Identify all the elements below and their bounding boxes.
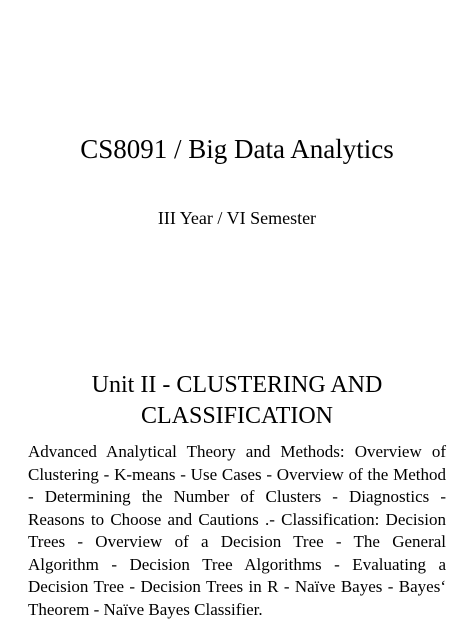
unit-syllabus-text: Advanced Analytical Theory and Methods: Overview of Clustering - K-means - Use Cases - Overview of the Method - Determining the Number of Clusters - Diagnostics - Reasons to Choose and Cautions .- Classification: Decision Trees - Overview of a Decision Tree - The General Algorithm - Decision Tree Algorithms - Evaluating a Decision Tree - Decision Trees in R - Naïve Bayes - Bayes‘ Theorem - Naïve Bayes Classifier. — [28, 442, 446, 619]
unit-title: Unit II - CLUSTERING AND CLASSIFICATION — [91, 372, 383, 429]
semester-label: III Year / VI Semester — [157, 208, 317, 228]
course-title: CS8091 / Big Data Analytics — [80, 134, 394, 164]
